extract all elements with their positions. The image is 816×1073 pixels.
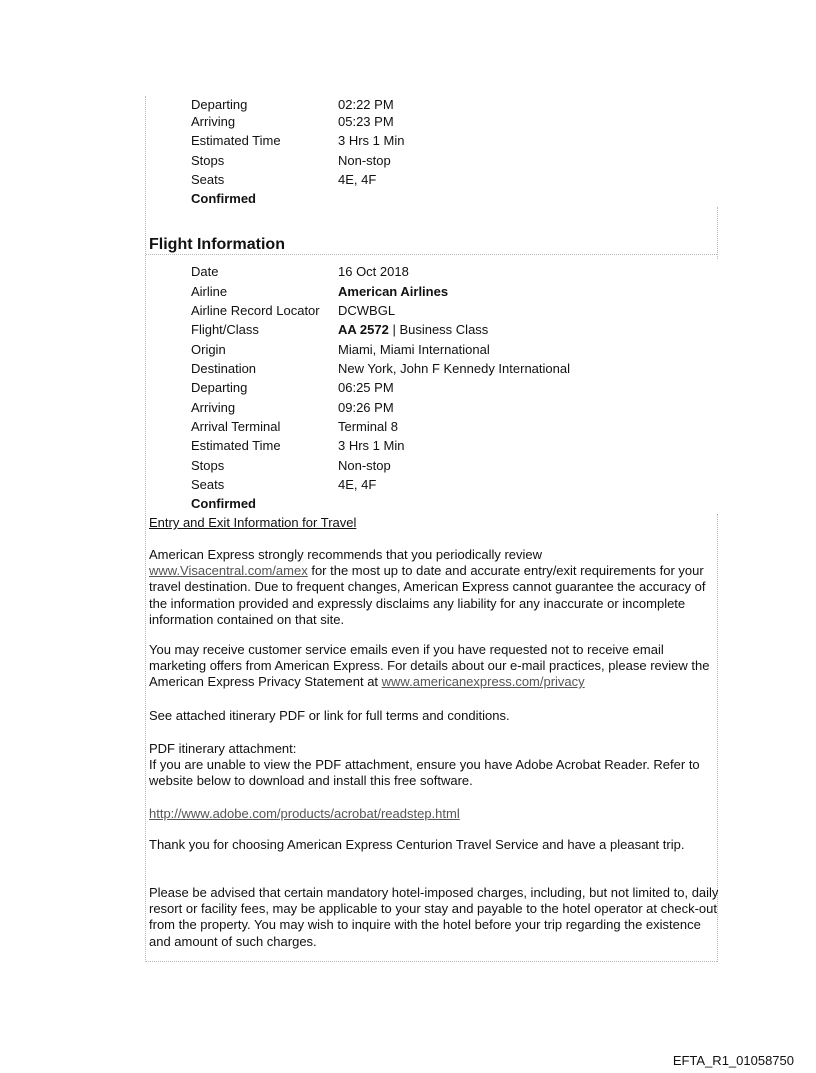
paragraph-text: See attached itinerary PDF or link for full terms and conditions. (149, 708, 510, 723)
paragraph-email-practices (149, 642, 719, 691)
paragraph-text: Please be advised that certain mandatory hotel-imposed charges, including, but not limited to, daily resort or facility fees, may be applicable to your stay and payable to the hotel operator at check-out from the property. You may wish to inquire with the hotel before your trip regarding the existence and amount of such charges. (149, 885, 719, 949)
detail-row-stops (191, 456, 711, 475)
table-border-right-top (717, 207, 718, 259)
detail-value: 4E, 4F (338, 477, 377, 492)
detail-label: Origin (191, 342, 226, 357)
detail-row-seats (191, 170, 711, 189)
detail-label: Date (191, 264, 219, 279)
detail-value: DCWBGL (338, 303, 396, 318)
detail-label: Arrival Terminal (191, 419, 281, 434)
detail-row-estimated-time (191, 436, 711, 455)
detail-value (338, 320, 488, 339)
detail-row-departing (191, 378, 711, 397)
cabin-class: Business Class (399, 322, 489, 337)
detail-row-airline (191, 282, 711, 301)
document-id: EFTA_R1_01058750 (672, 1053, 794, 1068)
detail-row-record-locator (191, 301, 711, 320)
section-heading-flight-information: Flight Information (149, 236, 285, 253)
visacentral-link[interactable]: www.Visacentral.com/amex (149, 563, 308, 579)
detail-value: 05:23 PM (338, 114, 394, 129)
detail-row-flight-class (191, 320, 711, 339)
detail-label: Arriving (191, 400, 236, 415)
paragraph-pdf-attachment (149, 741, 719, 790)
detail-label: Departing (191, 97, 248, 112)
detail-label: Airline (191, 284, 228, 299)
detail-value: New York, John F Kennedy International (338, 361, 570, 376)
pdf-attachment-title: PDF itinerary attachment: (149, 741, 297, 756)
flight-number: AA 2572 (338, 322, 389, 337)
detail-value: 02:22 PM (338, 97, 394, 112)
detail-value: Non-stop (338, 153, 391, 168)
detail-row-arriving (191, 398, 711, 417)
detail-value: 4E, 4F (338, 172, 377, 187)
paragraph-thank-you (149, 837, 719, 853)
paragraph-text: If you are unable to view the PDF attachment, ensure you have Adobe Acrobat Reader. Refer to website below to download and install this free software. (149, 757, 700, 789)
privacy-statement-link[interactable]: www.americanexpress.com/privacy (381, 674, 585, 690)
detail-row-estimated-time (191, 131, 711, 150)
paragraph-terms (149, 708, 719, 724)
paragraph-text: American Express strongly recommends that you periodically review (149, 547, 543, 562)
detail-value: 16 Oct 2018 (338, 264, 409, 279)
detail-row-arriving (191, 112, 711, 131)
status-confirmed: Confirmed (191, 496, 256, 511)
detail-value: 06:25 PM (338, 380, 394, 395)
detail-value: 3 Hrs 1 Min (338, 438, 405, 453)
table-border-bottom (146, 961, 717, 962)
detail-value: Miami, Miami International (338, 342, 490, 357)
detail-label: Flight/Class (191, 322, 259, 337)
paragraph-text: for the most up to date and accurate entry/exit requirements for your travel destination. Due to frequent changes, American Express cannot guarantee the accuracy of the information provided and expressly disclaims any liability for any inaccurate or incomplete information contained on that site. (149, 563, 706, 627)
detail-row-destination (191, 359, 711, 378)
detail-row-stops (191, 151, 711, 170)
flight-class-separator: | (388, 322, 400, 337)
detail-value: Terminal 8 (338, 419, 398, 434)
detail-row-date (191, 262, 711, 281)
detail-label: Estimated Time (191, 438, 281, 453)
detail-value: American Airlines (338, 284, 449, 299)
paragraph-hotel-charges (149, 885, 719, 950)
paragraph-visacentral (149, 547, 719, 628)
table-border-left (145, 96, 146, 962)
entry-exit-title[interactable]: Entry and Exit Information for Travel (149, 515, 357, 530)
detail-row-origin (191, 340, 711, 359)
detail-value: 09:26 PM (338, 400, 394, 415)
detail-label: Seats (191, 172, 225, 187)
detail-row-arrival-terminal (191, 417, 711, 436)
paragraph-text: Thank you for choosing American Express Centurion Travel Service and have a pleasant trip. (149, 837, 685, 852)
status-confirmed: Confirmed (191, 191, 256, 206)
detail-label: Stops (191, 458, 225, 473)
paragraph-text: You may receive customer service emails even if you have requested not to receive email marketing offers from American Express. For details about our e-mail practices, please review the American Express Privacy Statement at (149, 642, 710, 690)
detail-label: Airline Record Locator (191, 303, 320, 318)
detail-label: Seats (191, 477, 225, 492)
detail-label: Stops (191, 153, 225, 168)
paragraph-adobe-link (149, 806, 719, 822)
adobe-reader-link[interactable]: http://www.adobe.com/products/acrobat/readstep.html (149, 806, 460, 821)
detail-row-seats (191, 475, 711, 494)
detail-label: Departing (191, 380, 248, 395)
detail-label: Estimated Time (191, 133, 281, 148)
detail-value: 3 Hrs 1 Min (338, 133, 405, 148)
detail-label: Destination (191, 361, 257, 376)
detail-value: Non-stop (338, 458, 391, 473)
detail-label: Arriving (191, 114, 236, 129)
